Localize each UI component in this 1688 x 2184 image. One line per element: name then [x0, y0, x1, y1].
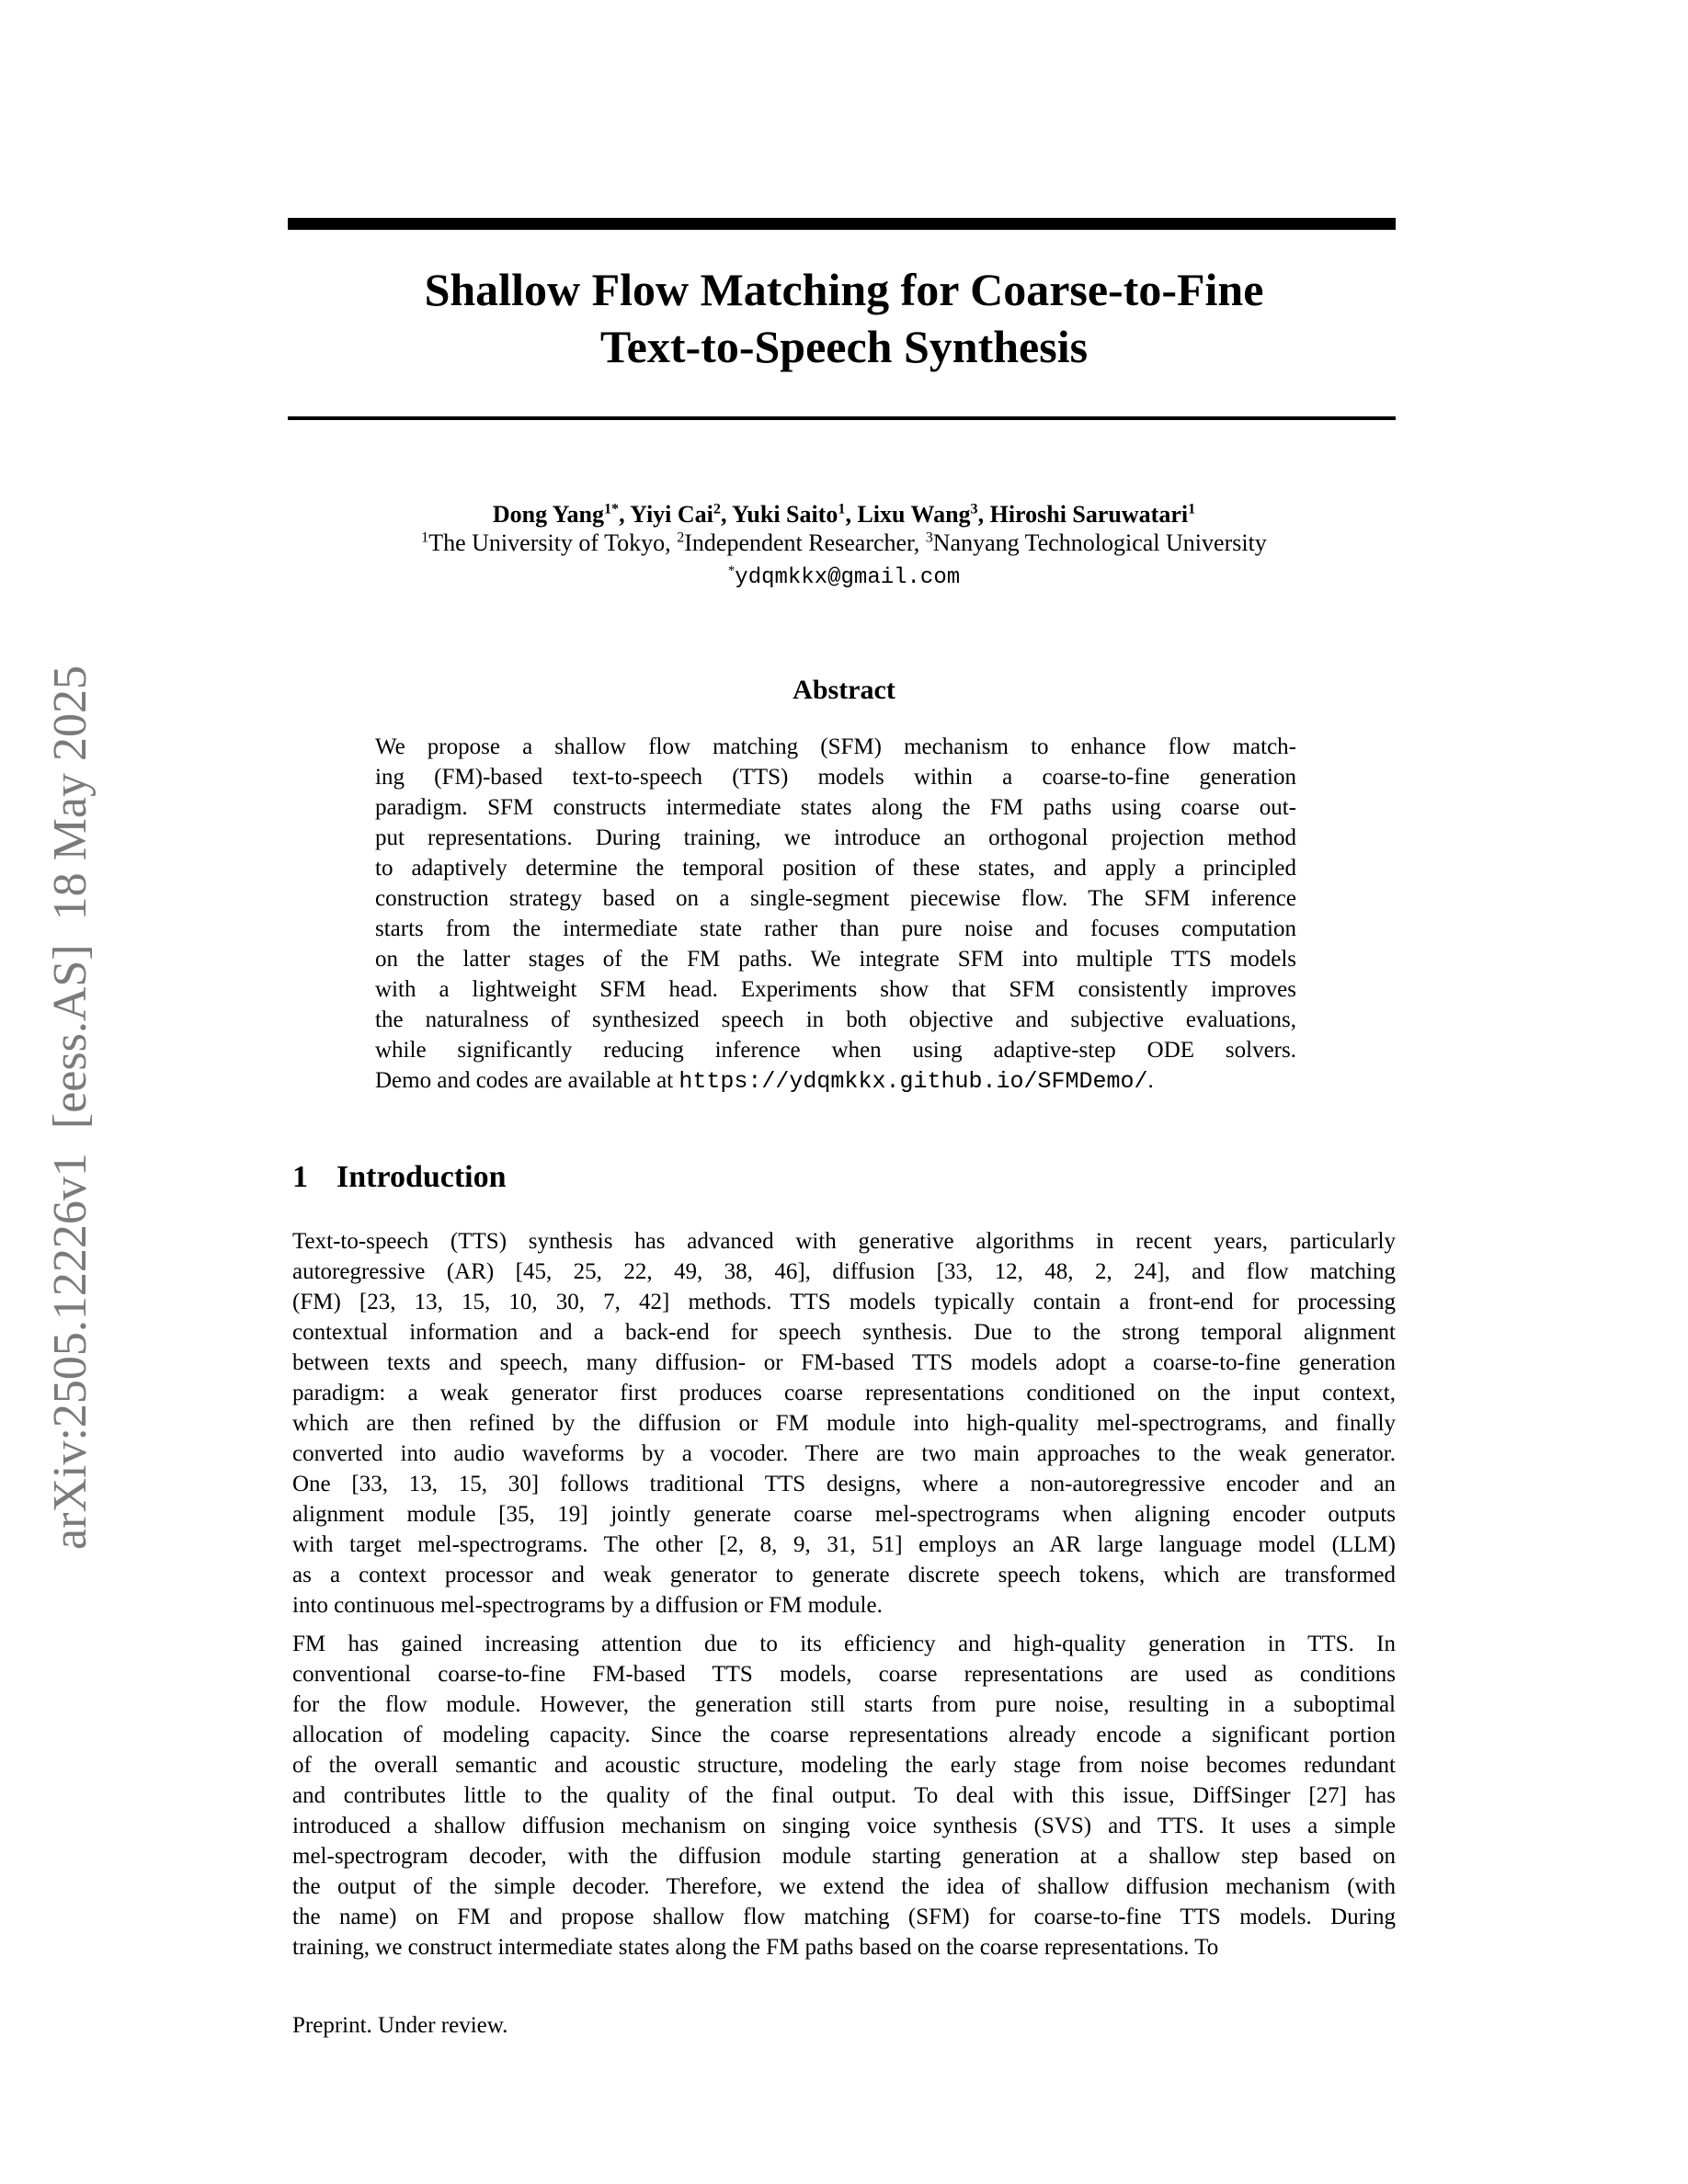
- intro-paragraph-2: [292, 1629, 1396, 1962]
- text-line: put representations. During training, we introduce an orthogonal projection method: [375, 825, 1296, 850]
- paper-title-line1: Shallow Flow Matching for Coarse-to-Fine: [424, 264, 1264, 315]
- author-name: Yuki Saito: [732, 501, 838, 528]
- text-line: between texts and speech, many diffusion- or FM-based TTS models adopt a coarse-to-fine generation: [292, 1350, 1396, 1375]
- demo-url-link[interactable]: https://ydqmkkx.github.io/SFMDemo/: [679, 1068, 1148, 1095]
- text-line: while significantly reducing inference when using adaptive-step ODE solvers.: [375, 1038, 1296, 1063]
- author-name: Hiroshi Saruwatari: [989, 501, 1189, 528]
- arxiv-watermark: arXiv:2505.12226v1 [eess.AS] 18 May 2025: [44, 665, 97, 1550]
- email-address: ydqmkkx@gmail.com: [735, 565, 961, 590]
- text-line: alignment module [35, 19] jointly generate coarse mel-spectrograms when aligning encoder outputs: [292, 1502, 1396, 1527]
- text-line: into continuous mel-spectrograms by a diffusion or FM module.: [292, 1593, 883, 1618]
- title-rule-bottom: [288, 416, 1396, 420]
- text-line: the naturalness of synthesized speech in both objective and subjective evaluations,: [375, 1007, 1296, 1032]
- text-line: One [33, 13, 15, 30] follows traditional TTS designs, where a non-autoregressive encoder and an: [292, 1472, 1396, 1496]
- text-line: with a lightweight SFM head. Experiments show that SFM consistently improves: [375, 977, 1296, 1002]
- text-run: .: [1147, 1068, 1154, 1093]
- section-title: Introduction: [336, 1160, 507, 1194]
- affiliation-name: Nanyang Technological University: [932, 529, 1267, 556]
- contact-email: [200, 562, 1488, 593]
- separator: ,: [720, 501, 733, 528]
- abstract-body: [375, 732, 1296, 1096]
- separator: ,: [845, 501, 858, 528]
- section-number: 1: [292, 1160, 308, 1194]
- author-list: [200, 499, 1488, 530]
- separator: ,: [619, 501, 631, 528]
- author-affiliation-mark: 1: [838, 501, 846, 518]
- text-line: of the overall semantic and acoustic structure, modeling the early stage from noise becomes redundant: [292, 1753, 1396, 1778]
- text-line: the name) on FM and propose shallow flow matching (SFM) for coarse-to-fine TTS models. During: [292, 1905, 1396, 1929]
- text-line: paradigm: a weak generator first produces coarse representations conditioned on the input context,: [292, 1381, 1396, 1405]
- text-line: for the flow module. However, the generation still starts from pure noise, resulting in a suboptimal: [292, 1692, 1396, 1717]
- author-affiliation-mark: 1: [1188, 501, 1196, 518]
- text-line: as a context processor and weak generator to generate discrete speech tokens, which are transformed: [292, 1563, 1396, 1587]
- text-line: which are then refined by the diffusion or FM module into high-quality mel-spectrograms, and finally: [292, 1411, 1396, 1436]
- intro-paragraph-1: [292, 1226, 1396, 1621]
- affiliation-mark: 3: [925, 529, 933, 546]
- author-name: Yiyi Cai: [630, 501, 713, 528]
- text-line: construction strategy based on a single-segment piecewise flow. The SFM inference: [375, 886, 1296, 911]
- text-line: to adaptively determine the temporal position of these states, and apply a principled: [375, 856, 1296, 881]
- footer-note: Preprint. Under review.: [292, 2013, 508, 2038]
- author-affiliation-mark: 1*: [603, 501, 620, 518]
- text-line: Text-to-speech (TTS) synthesis has advanced with generative algorithms in recent years, particularly: [292, 1229, 1396, 1254]
- text-line: contextual information and a back-end for speech synthesis. Due to the strong temporal alignment: [292, 1320, 1396, 1345]
- text-line: training, we construct intermediate states along the FM paths based on the coarse representations. To: [292, 1935, 1219, 1960]
- text-line: We propose a shallow flow matching (SFM) mechanism to enhance flow match-: [375, 734, 1296, 759]
- text-line: FM has gained increasing attention due to its efficiency and high-quality generation in TTS. In: [292, 1632, 1396, 1656]
- title-rule-top: [288, 218, 1396, 230]
- text-line: introduced a shallow diffusion mechanism on singing voice synthesis (SVS) and TTS. It uses a simple: [292, 1814, 1396, 1838]
- separator: ,: [977, 501, 990, 528]
- text-run: Demo and codes are available at: [375, 1068, 679, 1093]
- text-line: [375, 1065, 1296, 1096]
- affiliation-name: The University of Tokyo,: [428, 529, 678, 556]
- text-line: the output of the simple decoder. Therefore, we extend the idea of shallow diffusion mechanism (with: [292, 1874, 1396, 1899]
- author-affiliation-mark: 2: [713, 501, 721, 518]
- text-line: conventional coarse-to-fine FM-based TTS models, coarse representations are used as conditions: [292, 1662, 1396, 1687]
- author-name: Dong Yang: [492, 501, 604, 528]
- affiliation-mark: 2: [677, 529, 685, 546]
- text-line: with target mel-spectrograms. The other [2, 8, 9, 31, 51] employs an AR large language model (LLM): [292, 1532, 1396, 1557]
- affiliation-mark: 1: [421, 529, 429, 546]
- text-line: allocation of modeling capacity. Since the coarse representations already encode a significant portion: [292, 1723, 1396, 1747]
- author-affiliation-mark: 3: [970, 501, 978, 518]
- text-line: autoregressive (AR) [45, 25, 22, 49, 38, 46], diffusion [33, 12, 48, 2, 24], and flow matching: [292, 1259, 1396, 1284]
- text-line: (FM) [23, 13, 15, 10, 30, 7, 42] methods. TTS models typically contain a front-end for processing: [292, 1290, 1396, 1314]
- paper-title: [292, 261, 1396, 375]
- affiliation-list: [200, 528, 1488, 559]
- text-line: converted into audio waveforms by a vocoder. There are two main approaches to the weak generator.: [292, 1441, 1396, 1466]
- text-line: on the latter stages of the FM paths. We integrate SFM into multiple TTS models: [375, 947, 1296, 972]
- author-name: Lixu Wang: [857, 501, 971, 528]
- paper-title-line2: Text-to-Speech Synthesis: [599, 321, 1089, 372]
- text-line: paradigm. SFM constructs intermediate states along the FM paths using coarse out-: [375, 795, 1296, 820]
- abstract-heading: Abstract: [793, 675, 895, 705]
- text-line: ing (FM)-based text-to-speech (TTS) models within a coarse-to-fine generation: [375, 765, 1296, 790]
- text-line: and contributes little to the quality of the final output. To deal with this issue, DiffSinger [27] has: [292, 1783, 1396, 1808]
- email-footnote-mark: *: [727, 563, 736, 578]
- text-line: mel-spectrogram decoder, with the diffusion module starting generation at a shallow step based on: [292, 1844, 1396, 1869]
- affiliation-name: Independent Researcher,: [684, 529, 926, 556]
- text-line: starts from the intermediate state rather than pure noise and focuses computation: [375, 916, 1296, 941]
- section-heading-introduction: [292, 1160, 507, 1195]
